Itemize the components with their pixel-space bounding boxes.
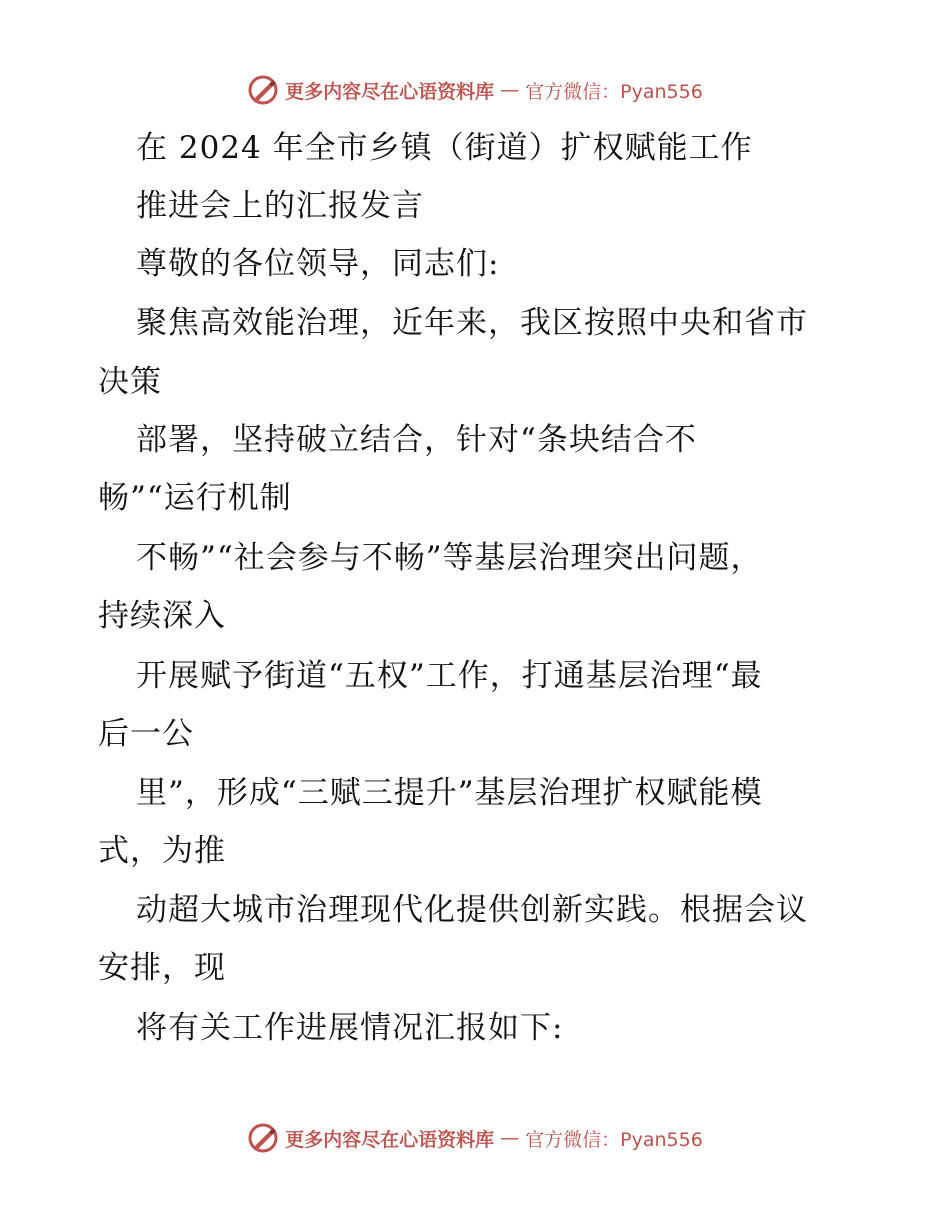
paragraph-line: 部署，坚持破立结合，针对“条块结合不 <box>136 422 697 458</box>
footer-watermark <box>0 1122 950 1154</box>
paragraph-line: 畅”“运行机制 <box>98 480 292 516</box>
paragraph-line: 里”，形成“三赋三提升”基层治理扩权赋能模 <box>136 775 763 811</box>
watermark-text: 更多内容尽在心语资料库 <box>285 1128 495 1151</box>
watermark-separator: — <box>500 1127 520 1149</box>
pen-logo-icon <box>247 74 279 106</box>
paragraph-line: 决策 <box>98 364 162 400</box>
paragraph-line: 安排，现 <box>98 950 226 986</box>
paragraph-line: 开展赋予街道“五权”工作，打通基层治理“最 <box>136 658 763 694</box>
paragraph-line: 式，为推 <box>98 833 226 869</box>
title-line-2: 推进会上的汇报发言 <box>136 188 424 224</box>
paragraph-line: 动超大城市治理现代化提供创新实践。根据会议 <box>136 892 808 928</box>
watermark-text: 更多内容尽在心语资料库 <box>285 80 495 103</box>
watermark-wechat: 官方微信：Pyan556 <box>525 80 703 103</box>
watermark-wechat: 官方微信：Pyan556 <box>525 1128 703 1151</box>
paragraph-line: 将有关工作进展情况汇报如下: <box>136 1010 564 1046</box>
watermark-separator: — <box>500 79 520 101</box>
salutation: 尊敬的各位领导，同志们: <box>136 246 500 282</box>
paragraph-line: 不畅”“社会参与不畅”等基层治理突出问题， <box>136 540 763 576</box>
pen-logo-icon <box>247 1122 279 1154</box>
paragraph-line: 后一公 <box>98 716 194 752</box>
title-line-1: 在 2024 年全市乡镇（街道）扩权赋能工作 <box>136 130 753 166</box>
header-watermark <box>0 74 950 106</box>
paragraph-line: 持续深入 <box>98 598 226 634</box>
paragraph-line: 聚焦高效能治理，近年来，我区按照中央和省市 <box>136 305 808 341</box>
